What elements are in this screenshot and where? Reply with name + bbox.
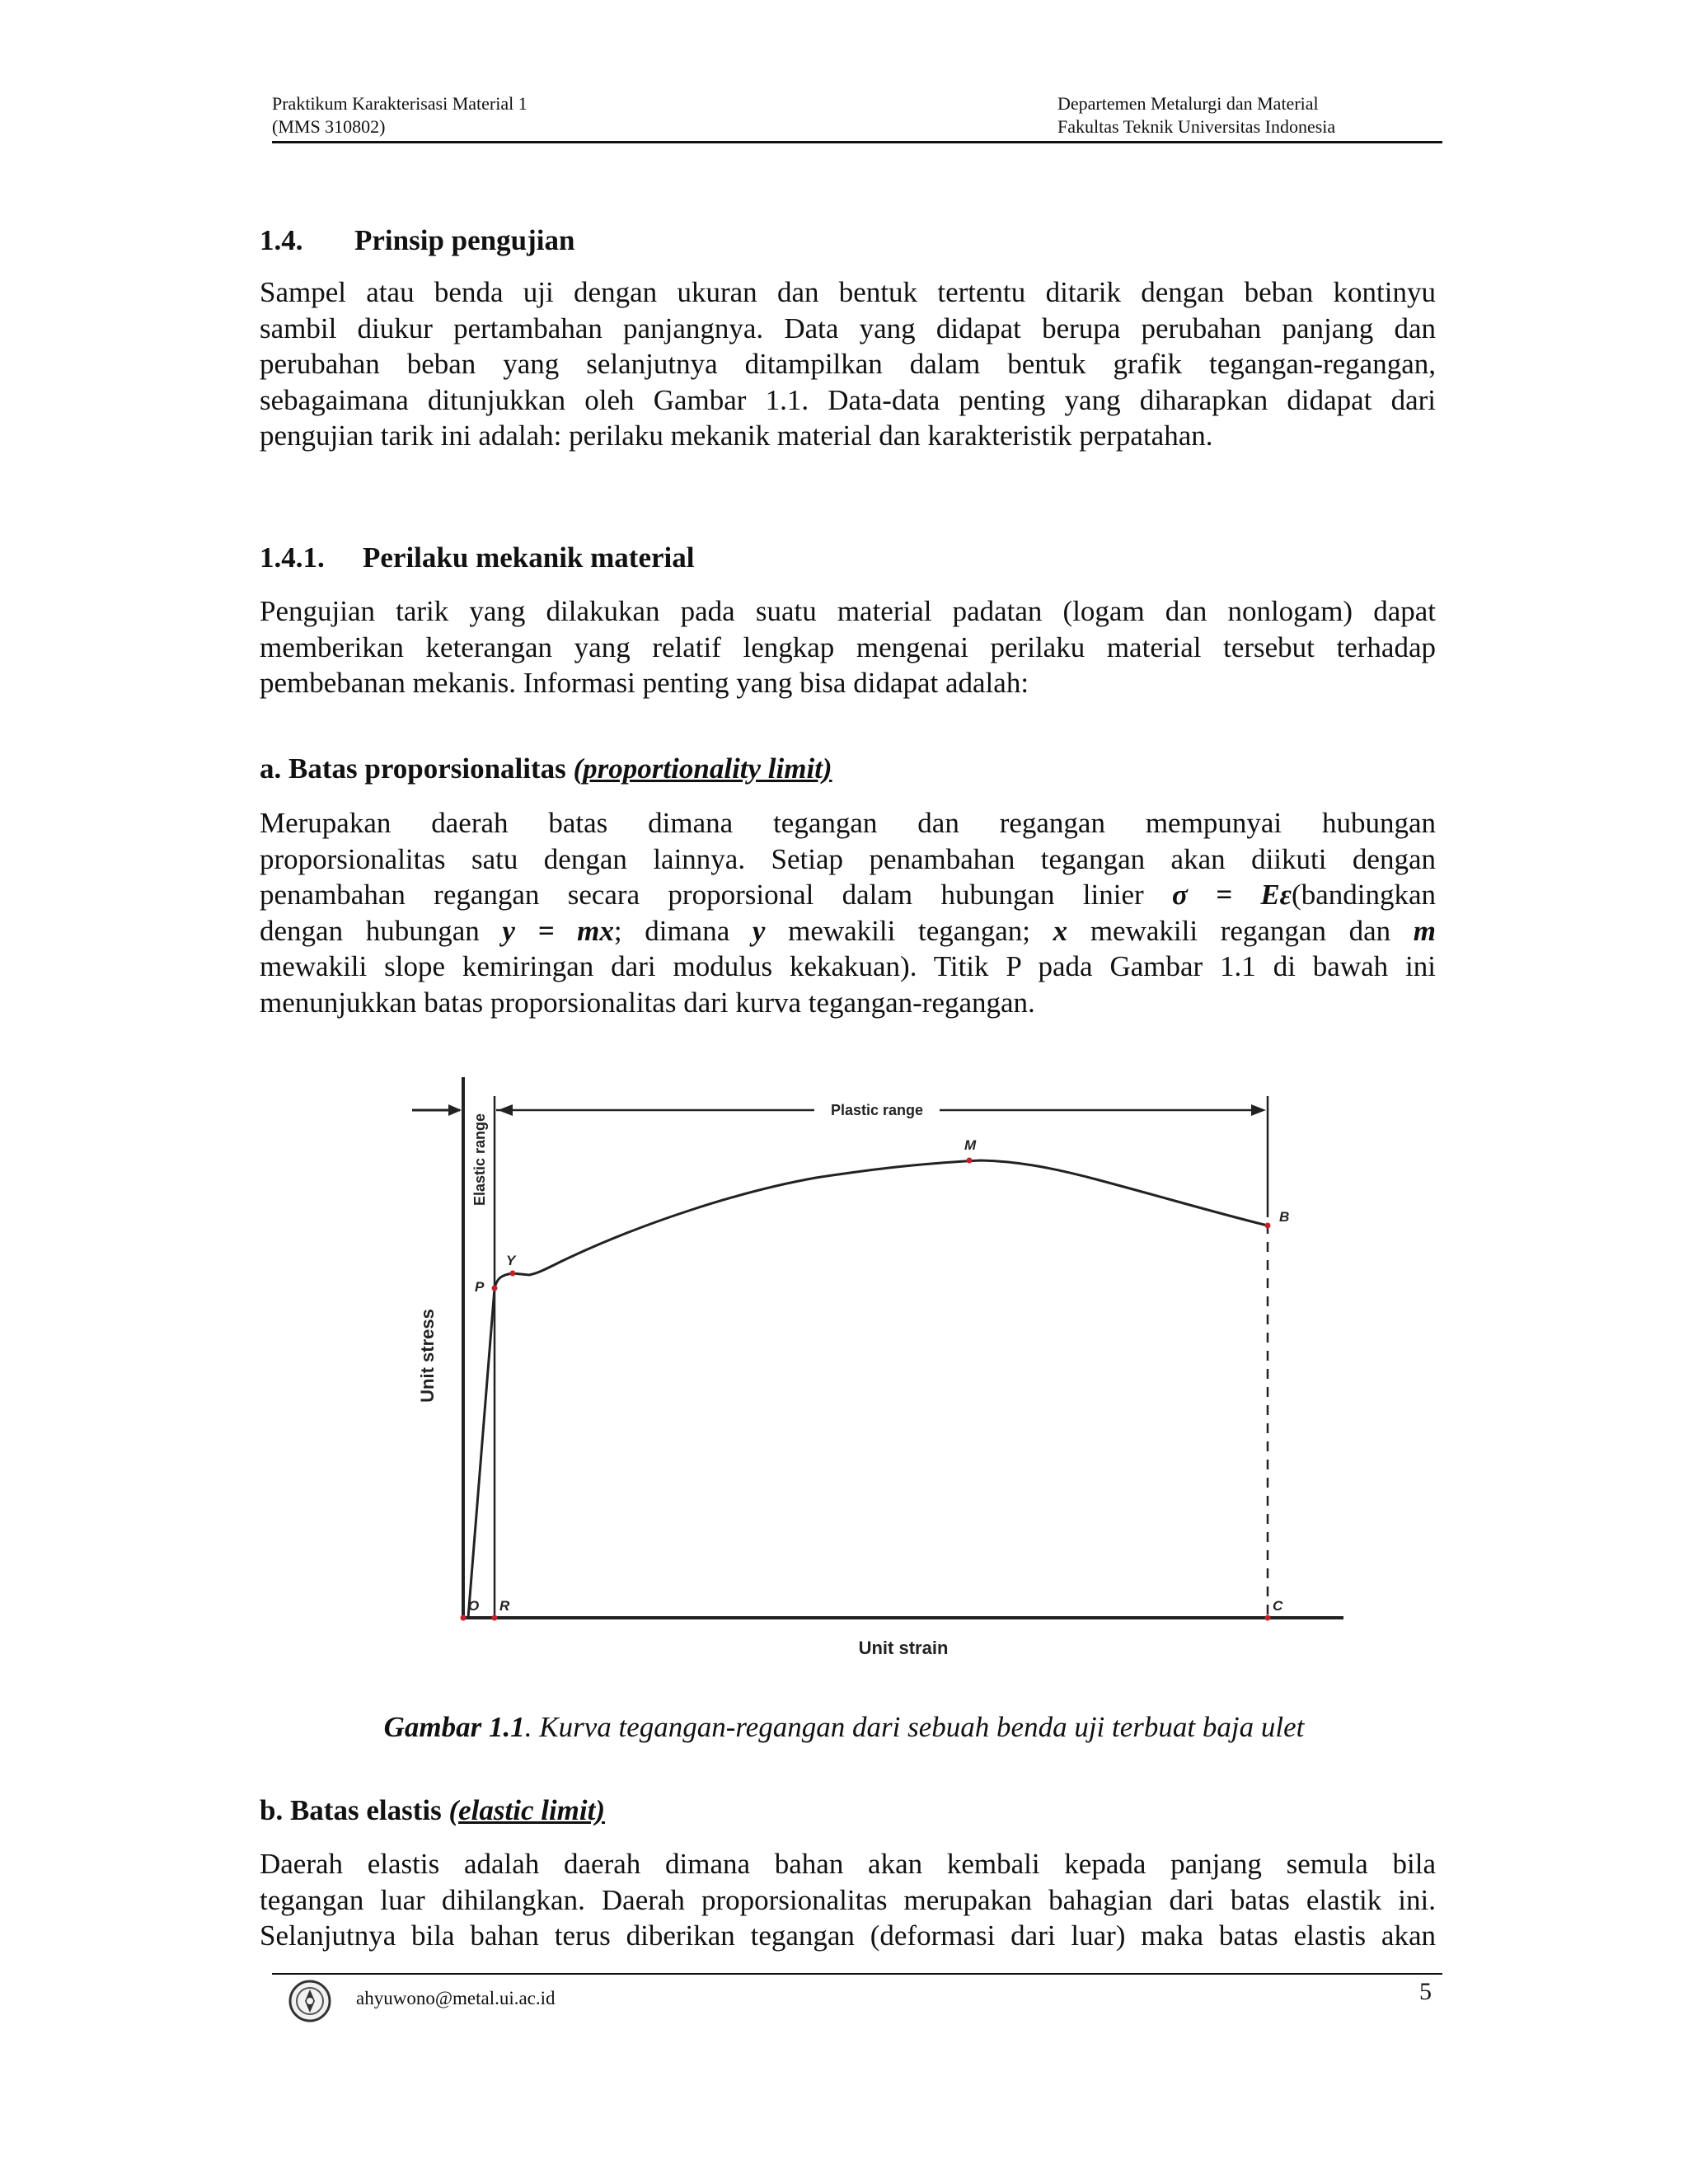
arrow-head (1251, 1104, 1266, 1116)
stress-strain-curve (495, 1160, 1268, 1288)
point-m-label: M (964, 1137, 977, 1153)
var-m: m (1413, 914, 1437, 947)
heading-1-4 (260, 224, 574, 257)
point-m-marker (967, 1158, 973, 1164)
text-line: Daerah elastis adalah daerah dimana bahan akan kembali kepada panjang semula bila (260, 1848, 1436, 1880)
header-right (1057, 92, 1335, 138)
point-o-marker (461, 1615, 467, 1621)
footer-email: ahyuwono@metal.ui.ac.id (356, 1988, 556, 2008)
text-line: memberikan keterangan yang relatif lengkap mengenai perilaku material tersebut terhadap (260, 630, 1436, 663)
point-p-label: P (475, 1279, 485, 1295)
heading-title: a. Batas proporsionalitas (260, 752, 566, 785)
point-c-label: C (1273, 1598, 1283, 1614)
elastic-line (468, 1288, 495, 1618)
text-line: sambil diukur pertambahan panjangnya. Data yang didapat berupa perubahan panjang dan (260, 312, 1436, 344)
point-b-marker (1265, 1223, 1271, 1229)
text-line: Selanjutnya bila bahan terus diberikan tegangan (deformasi dari luar) maka batas elastis akan (260, 1919, 1436, 1952)
paragraph-perilaku (260, 593, 1436, 701)
header-course-title: Praktikum Karakterisasi Material 1 (272, 93, 528, 114)
point-p-marker (492, 1286, 498, 1291)
header-department: Departemen Metalurgi dan Material (1057, 93, 1319, 114)
text-span: (bandingkan (1292, 879, 1436, 911)
text-line: pengujian tarik ini adalah: perilaku mekanik material dan karakteristik perpatahan. (260, 419, 1213, 452)
y-axis-label: Unit stress (417, 1309, 438, 1403)
plastic-range-label: Plastic range (830, 1102, 924, 1118)
header-left (272, 92, 528, 138)
text-line: sebagaimana ditunjukkan oleh Gambar 1.1. Data-data penting yang diharapkan didapat dari (260, 383, 1436, 416)
point-y-marker (510, 1271, 516, 1277)
caption-label: Gambar 1.1 (383, 1711, 525, 1743)
formula-linear: y = mx (502, 914, 614, 947)
footer-rule (272, 1973, 1442, 1975)
heading-number: 1.4. (260, 224, 303, 256)
caption-text: . Kurva tegangan-regangan dari sebuah benda uji terbuat baja ulet (524, 1711, 1305, 1743)
point-r-marker (492, 1615, 498, 1621)
heading-title-italic: (proportionality limit) (573, 752, 832, 785)
arrow-head (448, 1104, 462, 1116)
text-span: mewakili regangan dan (1090, 914, 1391, 947)
stress-strain-figure (387, 1067, 1360, 1677)
header-rule (272, 141, 1442, 143)
text-span: mewakili tegangan; (788, 914, 1031, 947)
header-faculty: Fakultas Teknik Universitas Indonesia (1057, 116, 1336, 137)
arrow-head (498, 1104, 513, 1116)
point-c-marker (1265, 1615, 1271, 1621)
heading-a (260, 752, 832, 785)
formula-sigma: σ = Eε (1171, 879, 1292, 911)
text-line: perubahan beban yang selanjutnya ditampilkan dalam bentuk grafik tegangan-regangan, (260, 348, 1436, 380)
paragraph-proportionality (260, 805, 1436, 1020)
heading-title: b. Batas elastis (260, 1794, 442, 1826)
text-line: Merupakan daerah batas dimana tegangan dan regangan mempunyai hubungan (260, 807, 1436, 839)
text-span: ; dimana (613, 914, 730, 947)
var-y: y (752, 914, 766, 947)
heading-title-italic: (elastic limit) (448, 1794, 606, 1826)
text-line: pembebanan mekanis. Informasi penting yang bisa didapat adalah: (260, 667, 1029, 699)
page-number: 5 (1419, 1978, 1432, 2005)
point-r-label: R (499, 1598, 510, 1614)
elastic-range-label: Elastic range (471, 1113, 488, 1207)
text-span: penambahan regangan secara proporsional dalam hubungan linier (260, 879, 1144, 911)
point-y-label: Y (506, 1253, 516, 1268)
text-line: tegangan luar dihilangkan. Daerah proporsionalitas merupakan bahagian dari batas elastik ini. (260, 1883, 1436, 1916)
heading-1-4-1 (260, 541, 694, 574)
paragraph-prinsip (260, 274, 1436, 454)
heading-b (260, 1794, 605, 1827)
text-span: dengan hubungan (260, 914, 480, 947)
text-line-formula (260, 877, 1436, 913)
paragraph-elastic-limit (260, 1846, 1436, 1954)
x-axis-label: Unit strain (858, 1638, 949, 1658)
text-line: proporsionalitas satu dengan lainnya. Setiap penambahan tegangan akan diikuti dengan (260, 842, 1436, 875)
university-seal-icon (287, 1978, 333, 2024)
text-line: mewakili slope kemiringan dari modulus kekakuan). Titik P pada Gambar 1.1 di bawah ini (260, 950, 1436, 982)
point-b-label: B (1279, 1209, 1290, 1225)
heading-title: Perilaku mekanik material (363, 541, 695, 574)
figure-caption (0, 1711, 1688, 1744)
heading-title: Prinsip pengujian (354, 224, 575, 256)
text-line: menunjukkan batas proporsionalitas dari kurva tegangan-regangan. (260, 986, 1035, 1019)
heading-number: 1.4.1. (260, 541, 325, 574)
header-course-code: (MMS 310802) (272, 116, 386, 137)
point-o-label: O (468, 1598, 480, 1614)
text-line-formula (260, 913, 1436, 949)
var-x: x (1053, 914, 1068, 947)
text-line: Sampel atau benda uji dengan ukuran dan bentuk tertentu ditarik dengan beban kontinyu (260, 276, 1436, 308)
text-line: Pengujian tarik yang dilakukan pada suatu material padatan (logam dan nonlogam) dapat (260, 595, 1436, 627)
